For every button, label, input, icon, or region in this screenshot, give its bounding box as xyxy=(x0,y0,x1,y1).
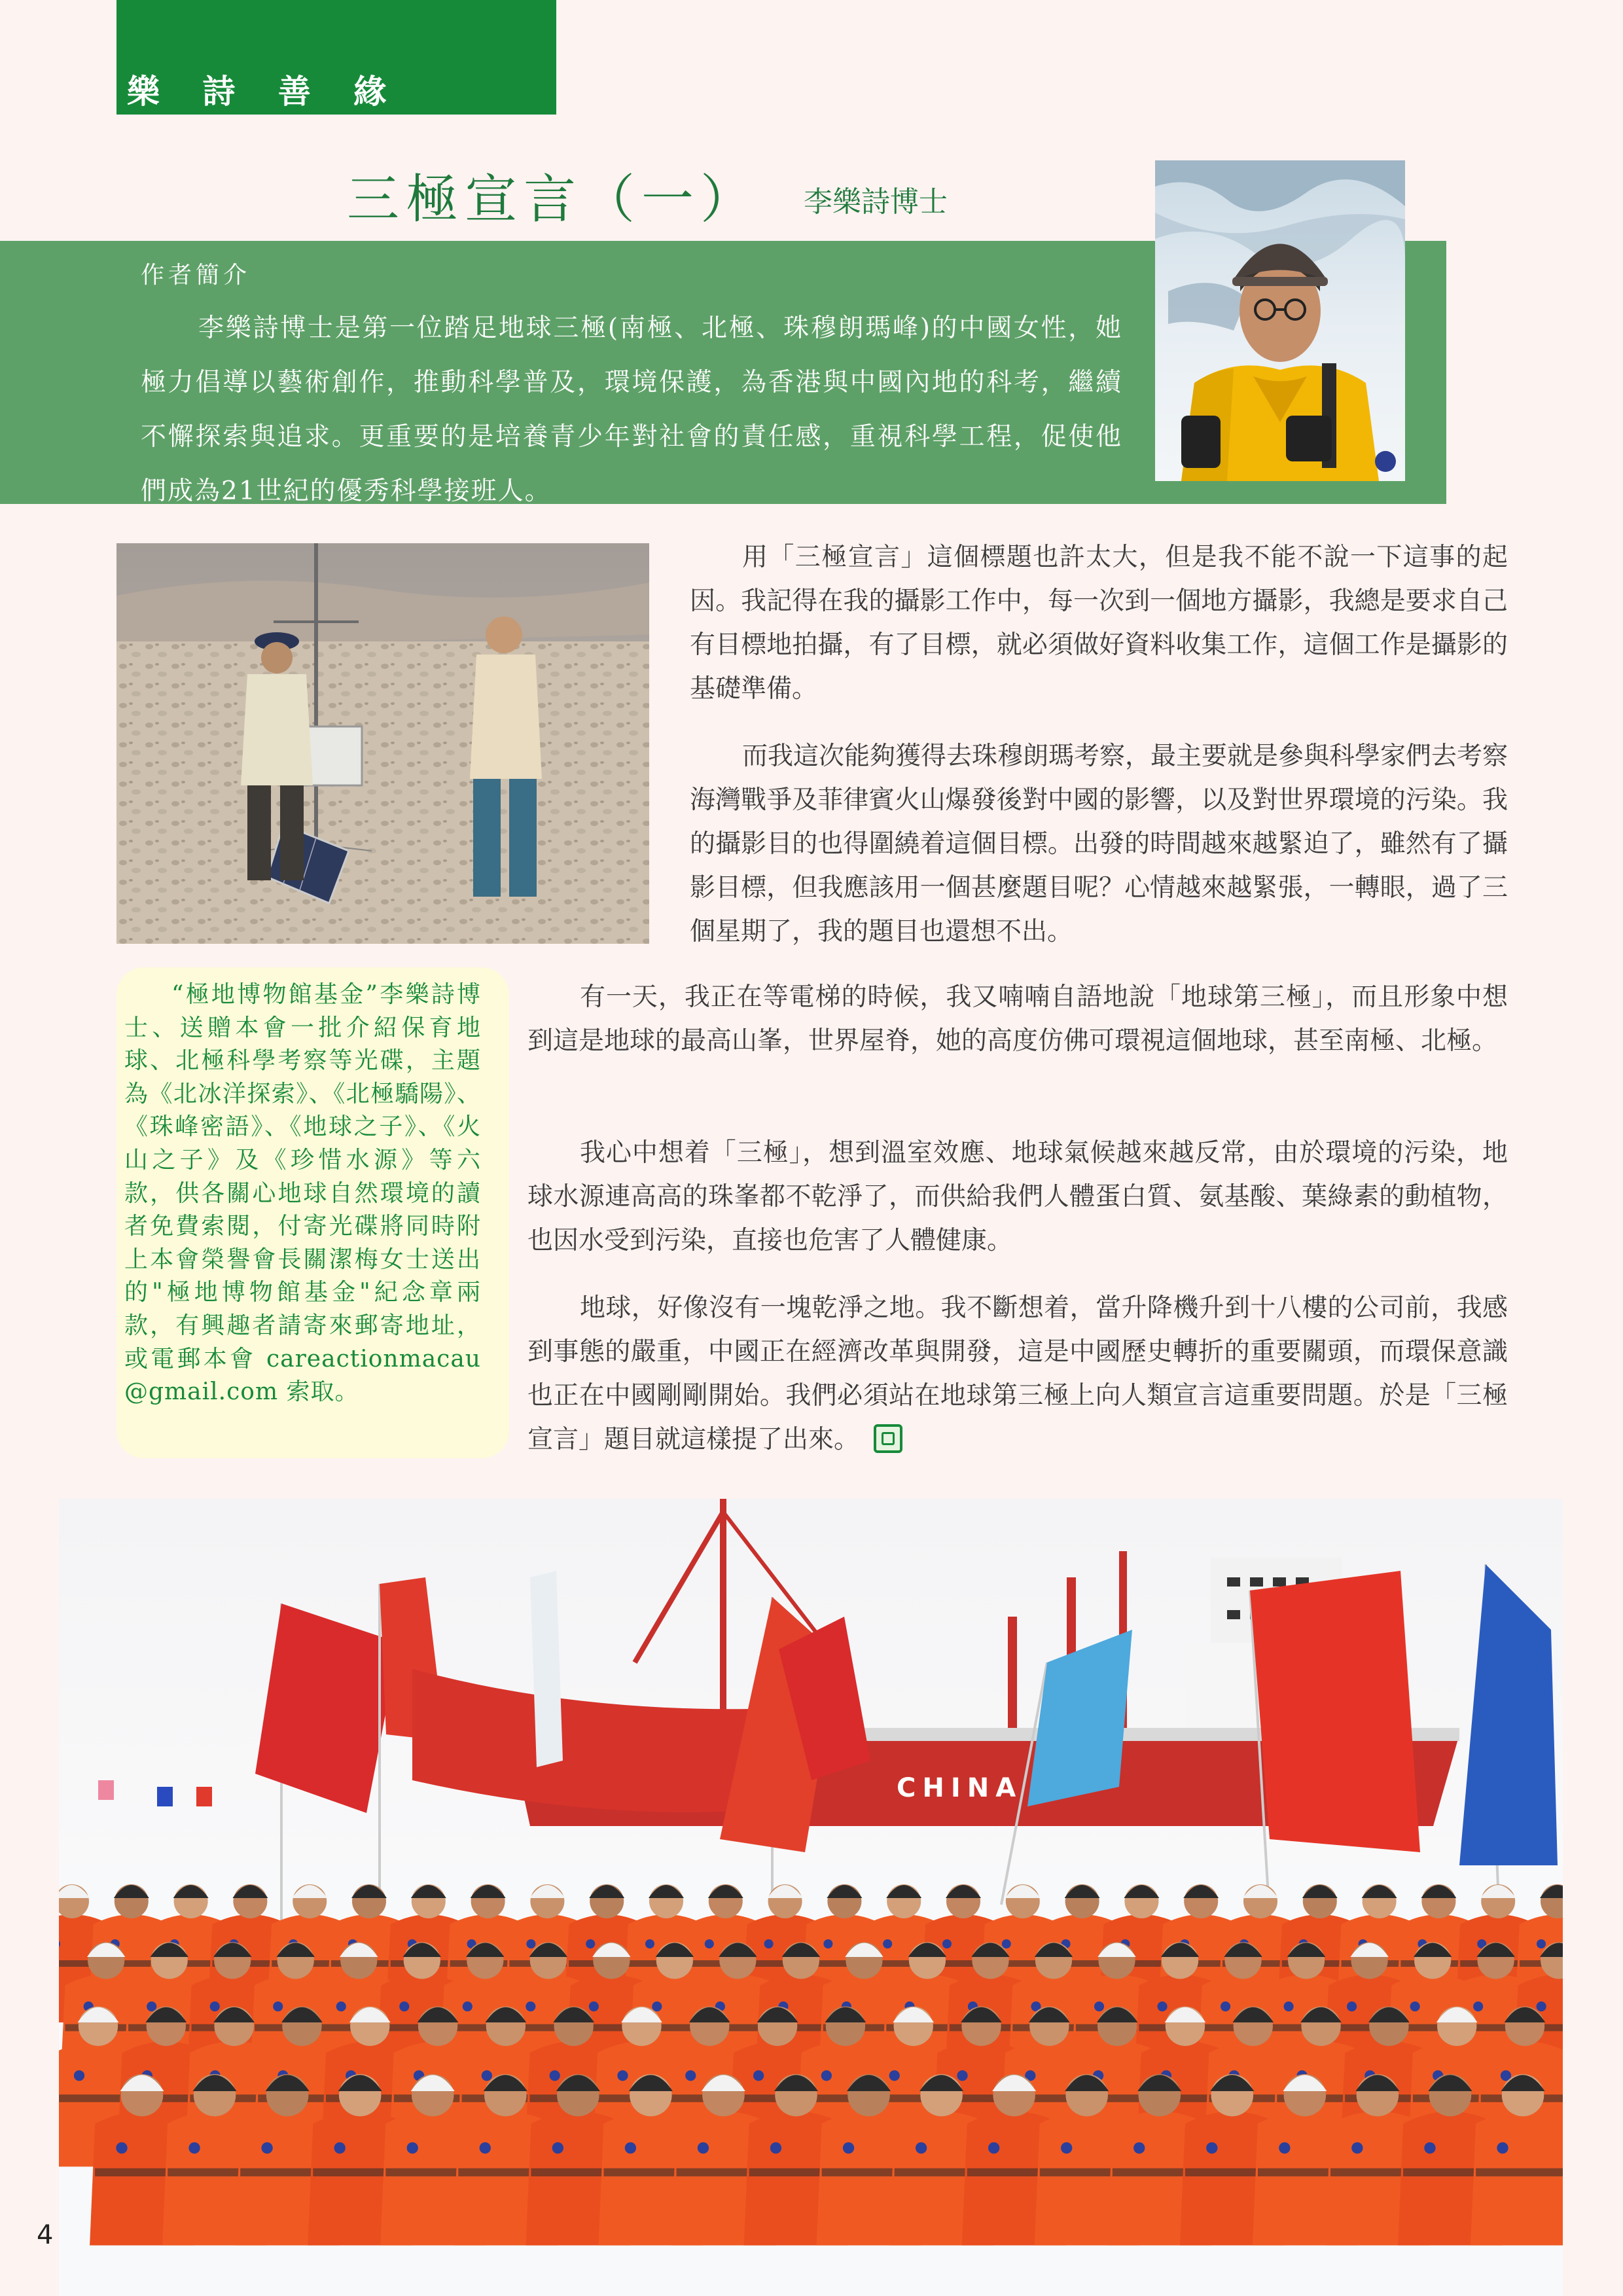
field-research-photo xyxy=(116,543,649,944)
body-paragraph-text: 地球，好像沒有一塊乾淨之地。我不斷想着，當升降機升到十八樓的公司前，我感到事態的嚴重，中國正在經濟改革與開發，這是中國歷史轉折的重要關頭，而環保意識也正在中國剛剛開始。我們必須站在地球第三極上向人類宣言這重要問題。於是「三極宣言」題目就這樣提了出來。 xyxy=(527,1293,1508,1454)
author-bio-text: 李樂詩博士是第一位踏足地球三極(南極、北極、珠穆朗瑪峰)的中國女性，她極力倡導以藝術創作，推動科學普及，環境保護，為香港與中國內地的科考，繼續不懈探索與追求。更重要的是培養青少年對社會的責任感，重視科學工程，促使他們成為21世紀的優秀科學接班人。 xyxy=(141,314,1122,506)
sidebar-notice-text: “極地博物館基金”李樂詩博士、送贈本會一批介紹保育地球、北極科學考察等光碟，主題為《北冰洋探索》、《北極驕陽》、《珠峰密語》、《地球之子》、《火山之子》及《珍惜水源》等六款，供各關心地球自然環境的讀者免費索閱，付寄光碟將同時附上本會榮譽會長關潔梅女士送出的"極地博物館基金"紀念章兩款，有興趣者請寄來郵寄地址，或電郵本會 careactionmacau@gmail.com 索取。 xyxy=(124,981,481,1406)
body-paragraph: 而我這次能夠獲得去珠穆朗瑪考察，最主要就是參與科學家們去考察海灣戰爭及菲律賓火山爆發後對中國的影響，以及對世界環境的污染。我的攝影目的也得圍繞着這個目標。出發的時間越來越緊迫了，雖然有了攝影目標，但我應該用一個甚麼題目呢？心情越來越緊張，一轉眼，過了三個星期了，我的題目也還想不出。 xyxy=(690,742,1508,946)
article-title: 三極宣言（一） xyxy=(347,169,759,230)
body-paragraph: 有一天，我正在等電梯的時候，我又喃喃自語地說「地球第三極」，而且形象中想到這是地球的最高山峯，世界屋脊，她的高度仿佛可環視這個地球，甚至南極、北極。 xyxy=(527,982,1508,1056)
author-portrait-photo xyxy=(1155,160,1405,481)
expedition-members xyxy=(59,1884,1563,2246)
article-end-icon xyxy=(874,1424,902,1453)
body-paragraph: 用「三極宣言」這個標題也許太大，但是我不能不說一下這事的起因。我記得在我的攝影工作中，每一次到一個地方攝影，我總是要求自己有目標地拍攝，有了目標，就必須做好資料收集工作，這個工作是攝影的基礎準備。 xyxy=(690,543,1508,704)
column-tag xyxy=(116,0,556,115)
body-paragraph: 我心中想着「三極」，想到溫室效應、地球氣候越來越反常，由於環境的污染，地球水源連高高的珠峯都不乾淨了，而供給我們人體蛋白質、氨基酸、葉綠素的動植物，也因水受到污染，直接也危害了人體健康。 xyxy=(527,1138,1508,1255)
author-bio-heading: 作者簡介 xyxy=(141,262,251,289)
expedition-team-photo xyxy=(59,1499,1563,2296)
column-tag-label: 樂 詩 善 緣 xyxy=(127,72,402,111)
body-paragraph-last xyxy=(527,1286,1508,1462)
page-number: 4 xyxy=(37,2220,54,2250)
ship-name-text: CHINA xyxy=(897,1773,1023,1803)
article-author: 李樂詩博士 xyxy=(804,185,948,219)
